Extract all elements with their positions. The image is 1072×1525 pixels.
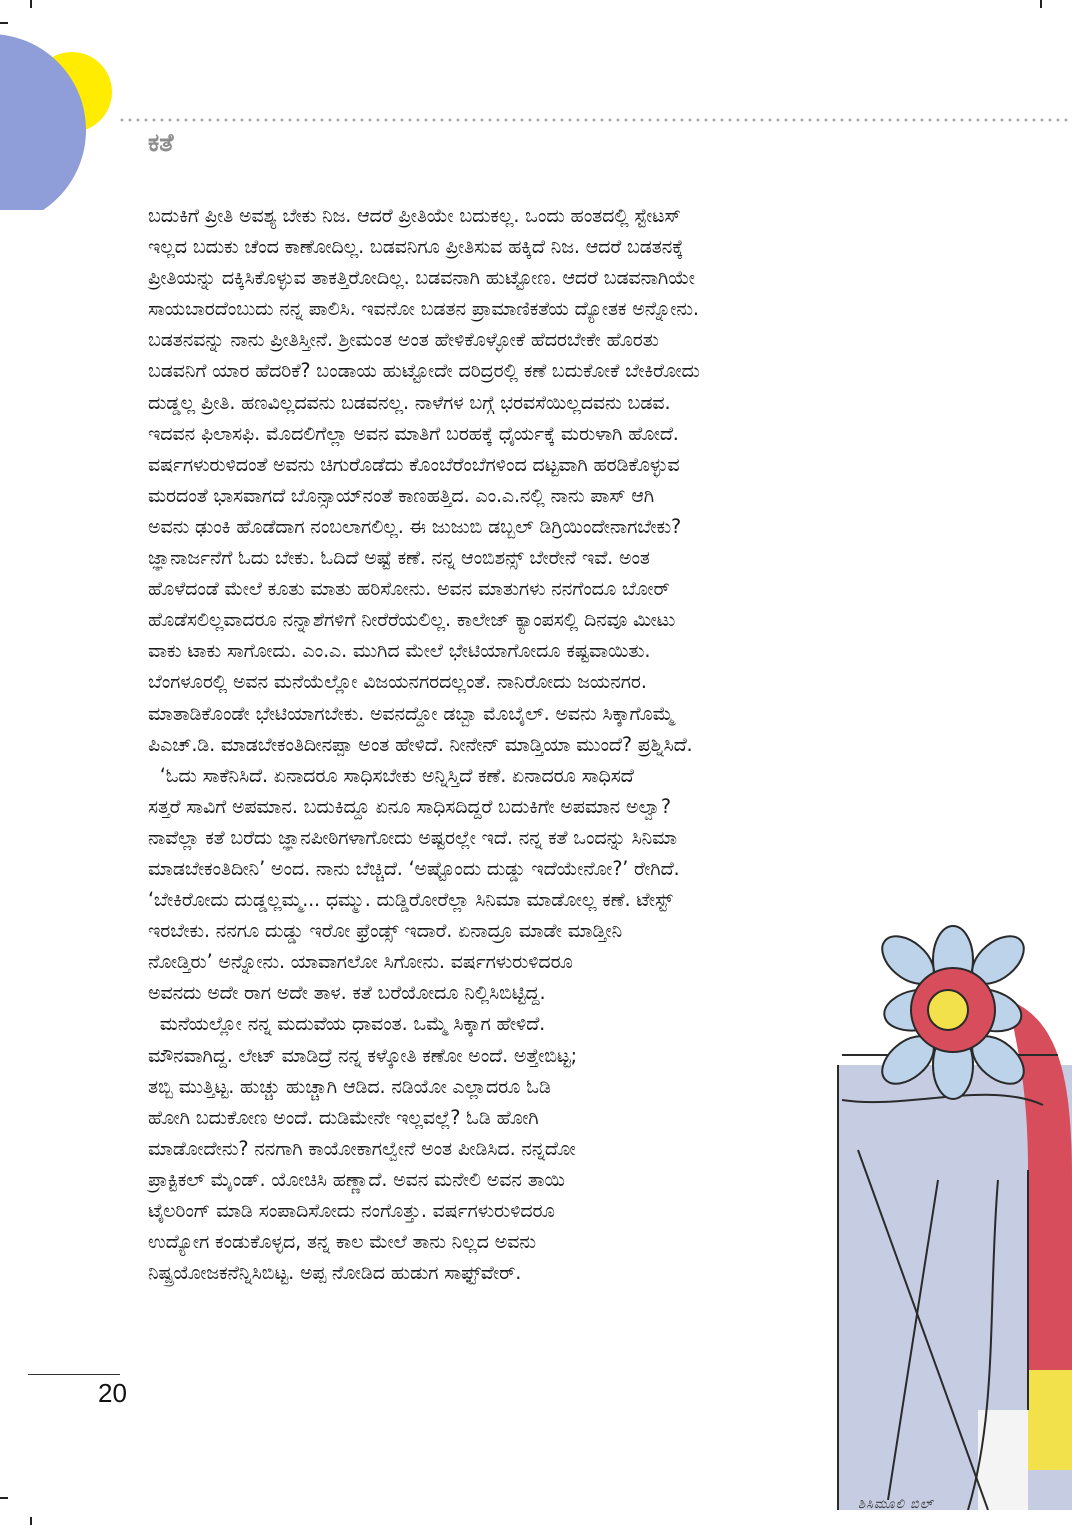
story-line: ಇರಬೇಕು. ನನಗೂ ದುಡ್ಡು ಇರೋ ಫ್ರೆಂಡ್ಸ್ ಇದಾರೆ. ಏನಾದ್ರೂ ಮಾಡೇ ಮಾಡ್ತೀನಿ [148,919,623,943]
story-line: ದುಡ್ಡಲ್ಲ ಪ್ರೀತಿ. ಹಣವಿಲ್ಲದವನು ಬಡವನಲ್ಲ. ನಾಳೆಗಳ ಬಗ್ಗೆ ಭರವಸೆಯಿಲ್ಲದವನು ಬಡವ. [148,390,671,414]
story-line: ಹೋಗಿ ಬದುಕೋಣ ಅಂದೆ. ದುಡಿಮೇನೇ ಇಲ್ಲವಲ್ಲೆ? ಓಡಿ ಹೋಗಿ [148,1105,539,1129]
story-line: ಬದುಕಿಗೆ ಪ್ರೀತಿ ಅವಶ್ಯ ಬೇಕು ನಿಜ. ಆದರೆ ಪ್ರೀತಿಯೇ ಬದುಕಲ್ಲ. ಒಂದು ಹಂತದಲ್ಲಿ ಸ್ಟೇಟಸ್ [148,204,681,227]
decorative-circles [0,0,120,210]
story-line: ಅವನದು ಅದೇ ರಾಗ ಅದೇ ತಾಳ. ಕತೆ ಬರೆಯೋದೂ ನಿಲ್ಲಿಸಿಬಿಟ್ಟಿದ್ದ. [148,981,546,1005]
section-label: ಕತೆ [148,128,174,157]
story-line: ‘ಬೇಕಿರೋದು ದುಡ್ಡಲ್ಲಮ್ಮ... ಧಮ್ಮು. ದುಡ್ಡಿರೋರೆಲ್ಲಾ ಸಿನಿಮಾ ಮಾಡೋಲ್ಲ ಕಣೆ. ಟೇಸ್ಟ್ [148,888,673,912]
story-line: ಟೈಲರಿಂಗ್ ಮಾಡಿ ಸಂಪಾದಿಸೋದು ನಂಗೊತ್ತು. ವರ್ಷಗಳುರುಳಿದರೂ [148,1199,555,1222]
flower-center-yellow [928,990,968,1030]
page-number-rule [28,1374,120,1375]
story-line: ಮನೆಯಲ್ಲೋ ನನ್ನ ಮದುವೆಯ ಧಾವಂತ. ಒಮ್ಮೆ ಸಿಕ್ಕಾಗ ಹೇಳಿದೆ. [148,1012,546,1036]
story-line: ತಬ್ಬಿ ಮುತ್ತಿಟ್ಟ. ಹುಚ್ಚು ಹುಚ್ಚಾಗಿ ಆಡಿದ. ನಡಿಯೋ ಎಲ್ಲಾದರೂ ಓಡಿ [148,1074,551,1098]
story-line: ಮಾತಾಡಿಕೊಂಡೇ ಭೇಟಿಯಾಗಬೇಕು. ಅವನದ್ದೋ ಡಬ್ಬಾ ಮೊಬೈಲ್. ಅವನು ಸಿಕ್ಕಾಗೊಮ್ಮೆ [148,701,675,725]
story-line: ಪಿಎಚ್.ಡಿ. ಮಾಡಬೇಕಂತಿದೀನಪ್ಪಾ ಅಂತ ಹೇಳಿದೆ. ನೀನೇನ್ ಮಾಡ್ತಿಯಾ ಮುಂದೆ? ಪ್ರಶ್ನಿಸಿದೆ. [148,732,693,756]
story-line: ಜ್ಞಾನಾರ್ಜನೆಗೆ ಓದು ಬೇಕು. ಓದಿದೆ ಅಷ್ಟೆ ಕಣೆ. ನನ್ನ ಆಂಬಿಶನ್ಸ್ ಬೇರೇನೆ ಇವೆ. ಅಂತ [148,546,650,570]
story-line: ಮರದಂತೆ ಭಾಸವಾಗದೆ ಬೊನ್ಸಾಯ್‌ನಂತೆ ಕಾಣಹತ್ತಿದ. ಎಂ.ಎ.ನಲ್ಲಿ ನಾನು ಪಾಸ್ ಆಗಿ [148,483,655,507]
story-line: ಮೌನವಾಗಿದ್ದ. ಲೇಟ್ ಮಾಡಿದ್ರೆ ನನ್ನ ಕಳ್ಕೋತಿ ಕಣೋ ಅಂದೆ. ಅತ್ತೇಬಿಟ್ಟ; [148,1043,577,1067]
story-line: ನೋಡ್ತಿರು’ ಅನ್ನೋನು. ಯಾವಾಗಲೋ ಸಿಗೋನು. ವರ್ಷಗಳುರುಳಿದರೂ [148,950,573,974]
story-line: ವಾಕು ಟಾಕು ಸಾಗೋದು. ಎಂ.ಎ. ಮುಗಿದ ಮೇಲೆ ಭೇಟಿಯಾಗೋದೂ ಕಷ್ಟವಾಯಿತು. [148,639,651,663]
story-line: ಮಾಡಬೇಕಂತಿದೀನಿ’ ಅಂದ. ನಾನು ಬೆಚ್ಚಿದೆ. ‘ಅಷ್ಟೊಂದು ದುಡ್ಡು ಇದೆಯೇನೋ?’ ರೇಗಿದೆ. [148,856,680,880]
dotted-rule [118,118,1068,122]
story-line: ಪ್ರೀತಿಯನ್ನು ದಕ್ಕಿಸಿಕೊಳ್ಳುವ ತಾಕತ್ತಿರೋದಿಲ್ಲ. ಬಡವನಾಗಿ ಹುಟ್ಟೋಣ. ಆದರೆ ಬಡವನಾಗಿಯೇ [148,266,695,290]
story-line: ಬೆಂಗಳೂರಲ್ಲಿ ಅವನ ಮನೆಯೆಲ್ಲೋ ವಿಜಯನಗರದಲ್ಲಂತೆ. ನಾನಿರೋದು ಜಯನಗರ. [148,670,647,694]
illustrator-signature: ಶಿಸಿಮೂಲಿ ಬಿಲ್ [858,1497,934,1512]
story-line: ಬಡವನಿಗೆ ಯಾರ ಹೆದರಿಕೆ? ಬಂಡಾಯ ಹುಟ್ಟೋದೇ ದರಿದ್ರರಲ್ಲಿ ಕಣೆ ಬದುಕೋಕೆ ಬೇಕಿರೋದು [148,359,700,383]
story-line: ಪ್ರಾಕ್ಟಿಕಲ್ ಮೈಂಡ್. ಯೋಚಿಸಿ ಹಣ್ಣಾದೆ. ಅವನ ಮನೇಲಿ ಅವನ ತಾಯಿ [148,1167,565,1191]
flower-illustration [828,850,1072,1510]
story-line: ಹೊಳೆದಂಡೆ ಮೇಲೆ ಕೂತು ಮಾತು ಹರಿಸೋನು. ಅವನ ಮಾತುಗಳು ನನಗೆಂದೂ ಬೋರ್ [148,577,670,601]
illustration-yellow-block [1028,1370,1072,1470]
story-line: ವರ್ಷಗಳುರುಳಿದಂತೆ ಅವನು ಚಿಗುರೊಡೆದು ಕೊಂಬೆರೆಂಬೆಗಳಿಂದ ದಟ್ಟವಾಗಿ ಹರಡಿಕೊಳ್ಳುವ [148,452,680,476]
story-line: ಸಾಯಬಾರದೆಂಬುದು ನನ್ನ ಪಾಲಿಸಿ. ಇವನೋ ಬಡತನ ಪ್ರಾಮಾಣಿಕತೆಯ ದ್ಯೋತಕ ಅನ್ನೋನು. [148,297,699,321]
crop-mark-bottom-left [30,1517,32,1525]
story-line: ಅವನು ಢುಂಕಿ ಹೊಡೆದಾಗ ನಂಬಲಾಗಲಿಲ್ಲ. ಈ ಜುಜುಬಿ ಡಬ್ಬಲ್ ಡಿಗ್ರಿಯಿಂದೇನಾಗಬೇಕು? [148,514,681,538]
crop-mark-left-bottom [0,1497,8,1499]
story-line: ಸತ್ತರೆ ಸಾವಿಗೆ ಅಪಮಾನ. ಬದುಕಿದ್ದೂ ಏನೂ ಸಾಧಿಸದಿದ್ದರೆ ಬದುಕಿಗೇ ಅಪಮಾನ ಅಲ್ವಾ? [148,794,671,818]
story-line: ಹೊಡೆಸಲಿಲ್ಲವಾದರೂ ನನ್ನಾಶೆಗಳಿಗೆ ನೀರೆರೆಯಲಿಲ್ಲ. ಕಾಲೇಜ್ ಕ್ಯಾಂಪಸಲ್ಲಿ ದಿನವೂ ಮೀಟು [148,608,676,632]
story-line: ನಿಷ್ಪ್ರಯೋಜಕನೆನ್ನಿಸಿಬಿಟ್ಟ. ಅಪ್ಪ ನೋಡಿದ ಹುಡುಗ ಸಾಫ್ಟ್‌ವೇರ್. [148,1261,522,1285]
story-line: ಮಾಡೋದೇನು? ನನಗಾಗಿ ಕಾಯೋಕಾಗಲ್ವೇನೆ ಅಂತ ಪೀಡಿಸಿದ. ನನ್ನದೋ [148,1136,576,1160]
crop-mark-top-right [1040,0,1042,8]
story-line: ಇಲ್ಲದ ಬದುಕು ಚೆಂದ ಕಾಣೋದಿಲ್ಲ. ಬಡವನಿಗೂ ಪ್ರೀತಿಸುವ ಹಕ್ಕಿದೆ ನಿಜ. ಆದರೆ ಬಡತನಕ್ಕೆ [148,235,684,259]
story-line: ಇದವನ ಫಿಲಾಸಫಿ. ಮೊದಲಿಗೆಲ್ಲಾ ಅವನ ಮಾತಿಗೆ ಬರಹಕ್ಕೆ ಧೈರ್ಯಕ್ಕೆ ಮರುಳಾಗಿ ಹೋದೆ. [148,421,679,445]
story-line: ಉದ್ಯೋಗ ಕಂಡುಕೊಳ್ಳದ, ತನ್ನ ಕಾಲ ಮೇಲೆ ತಾನು ನಿಲ್ಲದ ಅವನು [148,1230,536,1254]
story-line: ‘ಓದು ಸಾಕೆನಿಸಿದೆ. ಏನಾದರೂ ಸಾಧಿಸಬೇಕು ಅನ್ನಿಸ್ತಿದೆ ಕಣೆ. ಏನಾದರೂ ಸಾಧಿಸದೆ [148,763,634,787]
story-line: ನಾವೆಲ್ಲಾ ಕತೆ ಬರೆದು ಜ್ಞಾನಪೀಠಿಗಳಾಗೋದು ಅಷ್ಟರಲ್ಲೇ ಇದೆ. ನನ್ನ ಕತೆ ಒಂದನ್ನು ಸಿನಿಮಾ [148,825,677,849]
story-line: ಬಡತನವನ್ನು ನಾನು ಪ್ರೀತಿಸ್ತೀನೆ. ಶ್ರೀಮಂತ ಅಂತ ಹೇಳಿಕೊಳ್ಳೋಕೆ ಹೆದರಬೇಕೇ ಹೊರತು [148,328,659,352]
page-number: 20 [98,1378,127,1408]
